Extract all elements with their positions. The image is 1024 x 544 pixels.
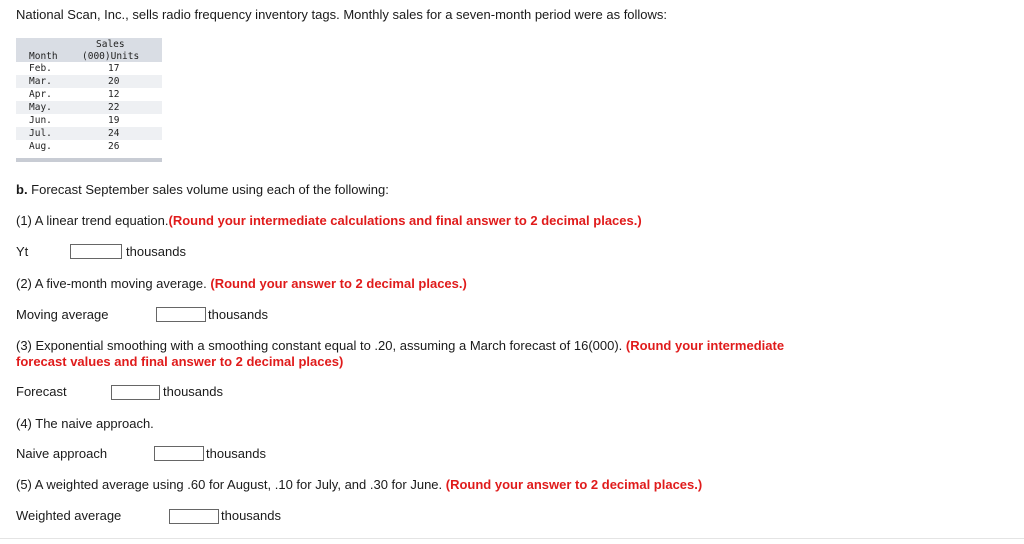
table-row [16,140,162,153]
table-row [16,101,162,114]
question-3 [16,338,836,370]
units-cell: 26 [108,141,120,152]
naive-approach-input[interactable] [154,446,204,461]
question-5-note: (Round your answer to 2 decimal places.) [445,477,703,492]
part-b-label: b. [16,182,28,197]
question-3-note: (Round your intermediate forecast values and final answer to 2 decimal places) [16,338,785,369]
question-1-text: (1) A linear trend equation. [16,213,169,228]
question-2-note: (Round your answer to 2 decimal places.) [210,276,467,291]
forecast-unit: thousands [163,384,223,399]
sales-table [16,38,162,162]
part-b-text: Forecast September sales volume using each of the following: [27,182,389,197]
month-cell: Feb. [29,63,52,74]
weighted-average-label: Weighted average [16,508,122,523]
table-row [16,75,162,88]
question-2-text: (2) A five-month moving average. [16,276,211,291]
table-row [16,88,162,101]
units-cell: 19 [108,115,120,126]
month-cell: Mar. [29,76,52,87]
naive-approach-label: Naive approach [16,446,108,461]
table-row [16,127,162,140]
part-b-heading [16,182,389,197]
header-sales: Sales [96,39,125,50]
forecast-label: Forecast [16,384,67,399]
table-header [16,38,162,62]
bottom-divider [0,538,1024,539]
month-cell: Jul. [29,128,52,139]
header-month: Month [29,51,58,62]
month-cell: Jun. [29,115,52,126]
question-5-text: (5) A weighted average using .60 for August, .10 for July, and .30 for June. [16,477,446,492]
units-cell: 22 [108,102,120,113]
naive-approach-unit: thousands [206,446,266,461]
intro-text: National Scan, Inc., sells radio frequency inventory tags. Monthly sales for a seven-month period were as follows: [16,7,668,22]
weighted-average-unit: thousands [221,508,281,523]
yt-unit: thousands [126,244,186,259]
month-cell: Apr. [29,89,52,100]
month-cell: Aug. [29,141,52,152]
question-3-text: (3) Exponential smoothing with a smoothing constant equal to .20, assuming a March forecast of 16(000). [16,338,626,353]
header-units: (000)Units [82,51,140,62]
question-5 [16,477,702,492]
moving-average-input[interactable] [156,307,206,322]
question-2 [16,276,467,291]
question-4: (4) The naive approach. [16,416,154,431]
moving-average-label: Moving average [16,307,109,322]
moving-average-unit: thousands [208,307,268,322]
table-footer-bar [16,158,162,162]
weighted-average-input[interactable] [169,509,219,524]
question-1-note: (Round your intermediate calculations and final answer to 2 decimal places.) [168,213,642,228]
month-cell: May. [29,102,52,113]
question-1 [16,213,642,228]
units-cell: 17 [108,63,120,74]
yt-input[interactable] [70,244,122,259]
table-row [16,62,162,75]
table-row [16,114,162,127]
yt-label: Yt [16,244,29,259]
units-cell: 12 [108,89,120,100]
forecast-input[interactable] [111,385,160,400]
units-cell: 24 [108,128,120,139]
units-cell: 20 [108,76,120,87]
